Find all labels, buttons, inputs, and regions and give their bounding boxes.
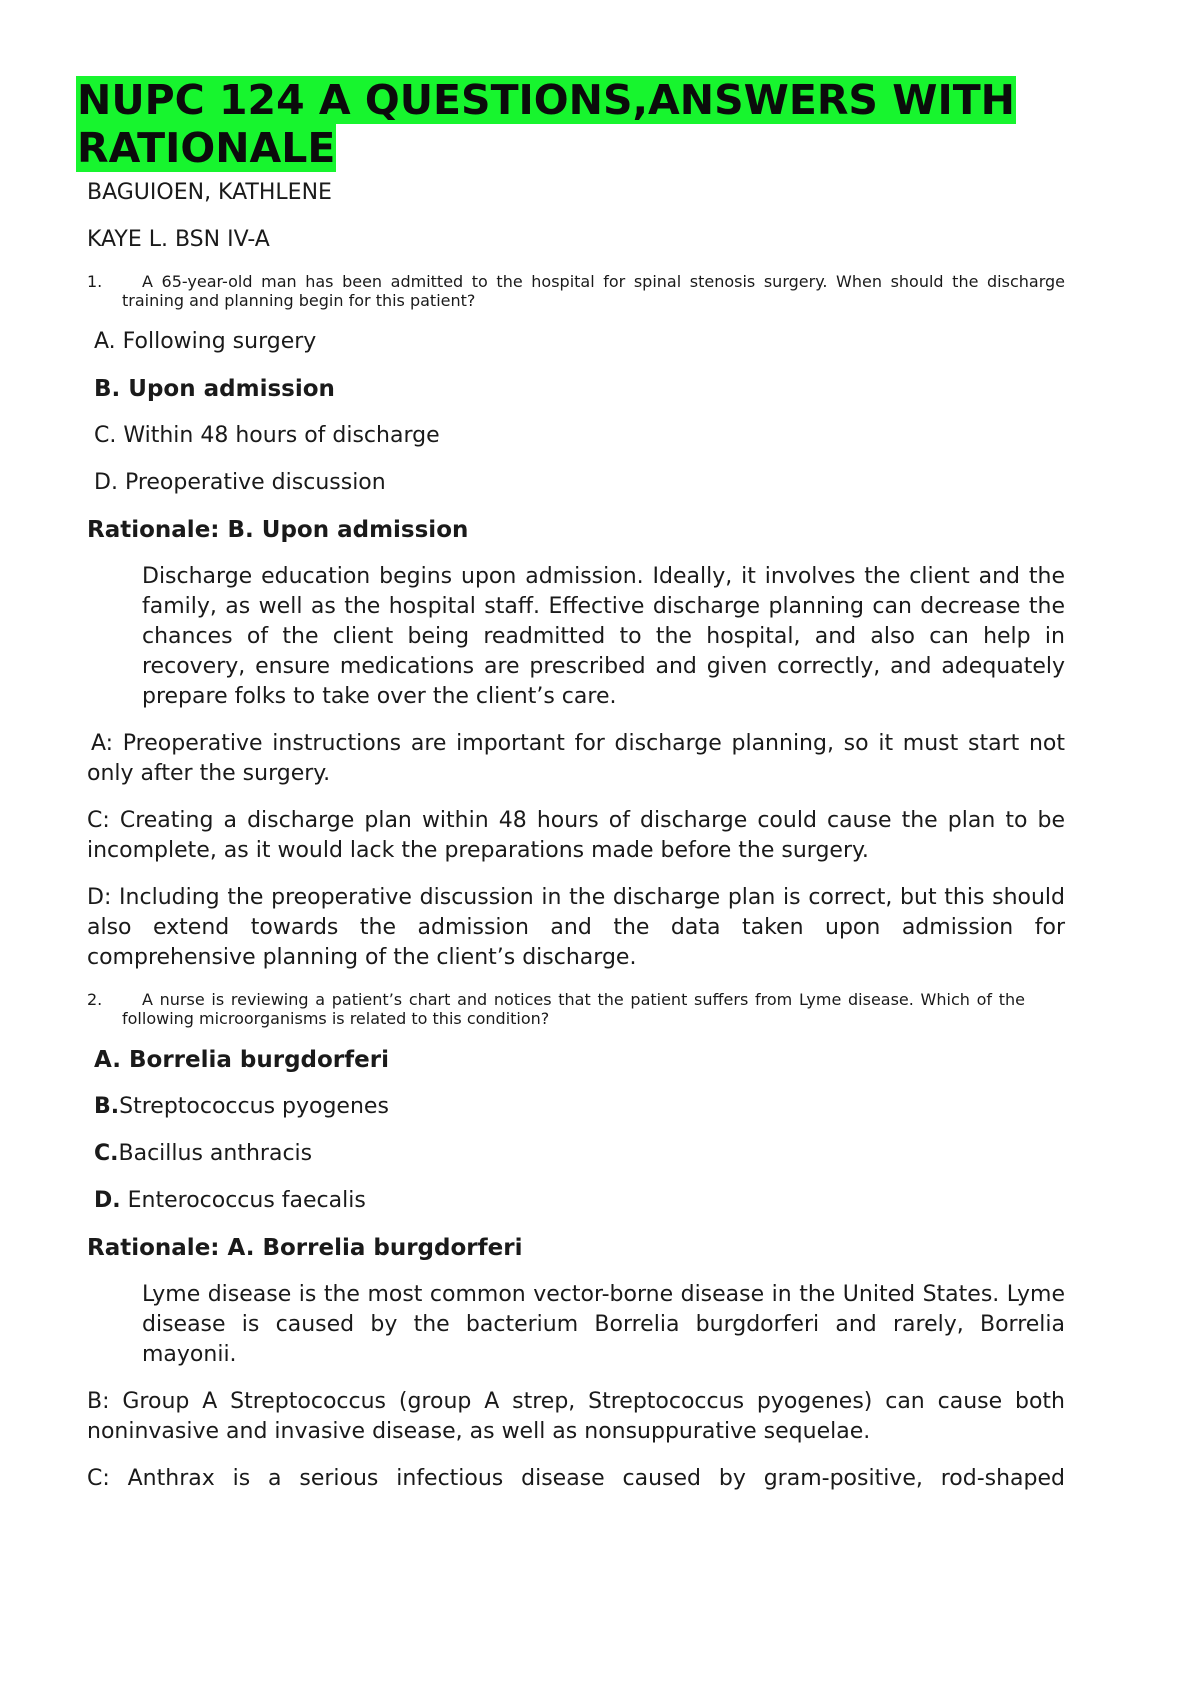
question-1 <box>87 272 1065 310</box>
rationale-explanation: Lyme disease is the most common vector-borne disease in the United States. Lyme disease is caused by the bacterium Borrelia burgdorferi and rarely, Borrelia mayonii. <box>142 1282 1065 1367</box>
option-text: Upon admission <box>128 376 335 402</box>
option-letter: D. <box>94 470 118 495</box>
option-b <box>94 1092 1065 1122</box>
document-title <box>76 76 1065 172</box>
option-text: Enterococcus faecalis <box>127 1188 366 1213</box>
option-d <box>94 468 1065 498</box>
option-letter: D. <box>94 1188 121 1213</box>
rationale-explanation: Discharge education begins upon admission. Ideally, it involves the client and the family, as well as the hospital staff. Effective discharge planning can decrease the chances of the client being readmitted to the hospital, and also can help in recovery, ensure medications are prescribed and given correctly, and adequately prepare folks to take over the client’s care. <box>142 564 1065 709</box>
author-program: KAYE L. BSN IV-A <box>87 227 270 252</box>
question-number: 1. <box>87 272 103 291</box>
option-c <box>94 1139 1065 1169</box>
question-number: 2. <box>87 990 103 1009</box>
question-text: A nurse is reviewing a patient’s chart and notices that the patient suffers from Lyme disease. Which of the following microorganisms is related to this condition? <box>122 990 1025 1028</box>
rationale-heading: Rationale: B. Upon admission <box>87 517 469 543</box>
document-page <box>77 76 1065 1511</box>
option-text: Streptococcus pyogenes <box>119 1094 389 1119</box>
author-name: BAGUIOEN, KATHLENE <box>87 180 332 205</box>
option-text: Following surgery <box>122 329 317 354</box>
option-b-correct <box>94 374 1065 404</box>
option-c <box>94 421 1065 451</box>
option-text: Bacillus anthracis <box>118 1141 313 1166</box>
option-letter: B. <box>94 376 121 402</box>
rationale-note-d: D: Including the preoperative discussion in the discharge plan is correct, but this should also extend towards the admission and the data taken upon admission for comprehensive planning of the client’s discharge. <box>87 885 1065 970</box>
option-text: Preoperative discussion <box>124 470 386 495</box>
option-text: Borrelia burgdorferi <box>128 1047 389 1073</box>
option-letter: B. <box>94 1094 120 1119</box>
title-highlight: NUPC 124 A QUESTIONS,ANSWERS WITH RATIONALE <box>77 76 1015 172</box>
rationale-note-c: C: Creating a discharge plan within 48 hours of discharge could cause the plan to be incomplete, as it would lack the preparations made before the surgery. <box>87 808 1065 863</box>
option-letter: A. <box>94 329 116 354</box>
option-letter: C. <box>94 423 117 448</box>
rationale-note-a: A: Preoperative instructions are important for discharge planning, so it must start not only after the surgery. <box>87 731 1065 786</box>
option-text: Within 48 hours of discharge <box>123 423 440 448</box>
option-d <box>94 1186 1065 1216</box>
question-2 <box>87 990 1065 1028</box>
question-text: A 65-year-old man has been admitted to the hospital for spinal stenosis surgery. When should the discharge training and planning begin for this patient? <box>122 272 1065 310</box>
option-letter: A. <box>94 1047 121 1073</box>
option-a-correct <box>94 1045 1065 1075</box>
rationale-note-c: C: Anthrax is a serious infectious disease caused by gram-positive, rod-shaped <box>87 1466 1065 1491</box>
option-letter: C. <box>94 1141 119 1166</box>
option-a <box>94 327 1065 357</box>
rationale-heading: Rationale: A. Borrelia burgdorferi <box>87 1235 523 1261</box>
rationale-note-b: B: Group A Streptococcus (group A strep, Streptococcus pyogenes) can cause both noninvasive and invasive disease, as well as nonsuppurative sequelae. <box>87 1389 1065 1444</box>
